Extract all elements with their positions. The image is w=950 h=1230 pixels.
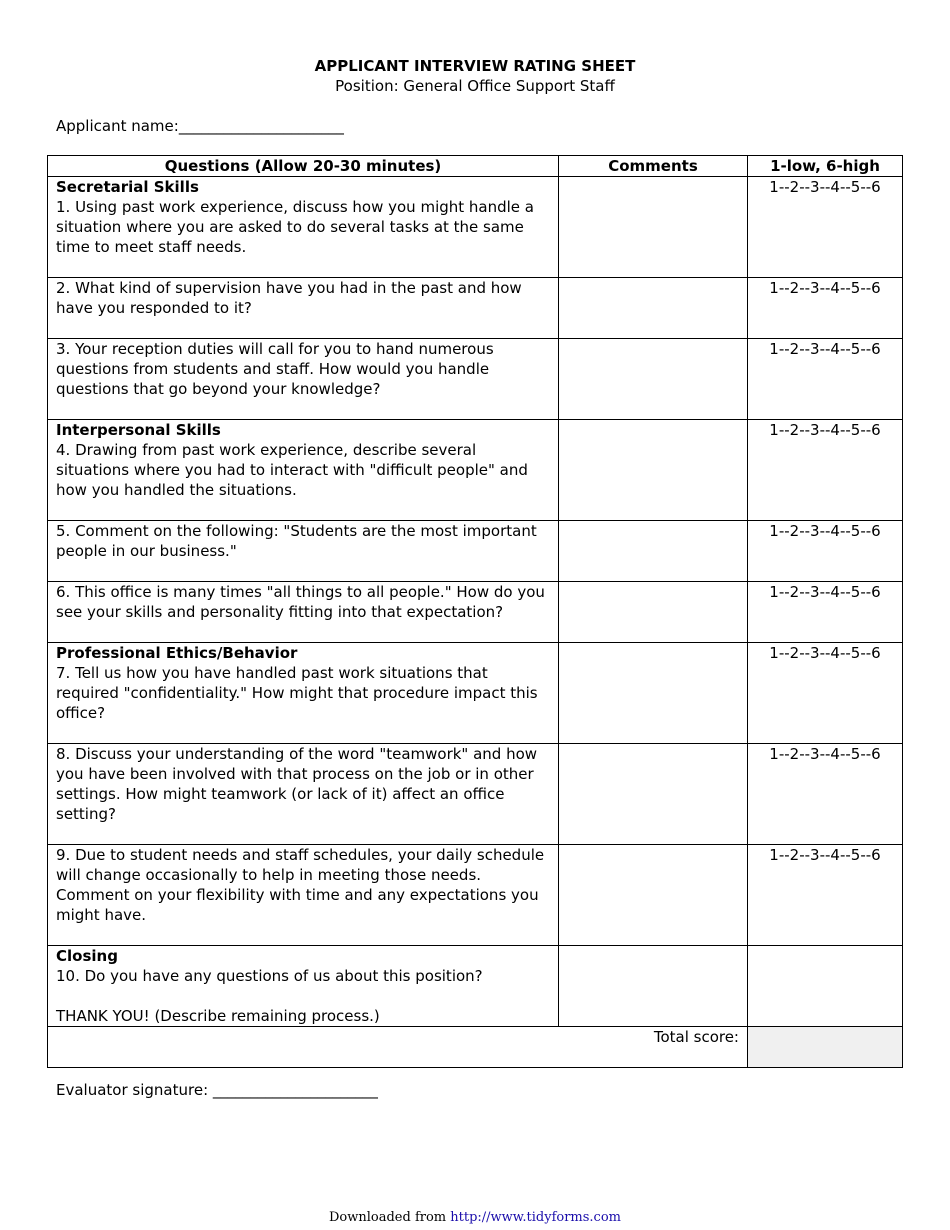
question-cell [48,946,559,1027]
score-scale[interactable]: 1--2--3--4--5--6 [748,643,903,744]
form-title: APPLICANT INTERVIEW RATING SHEET [314,57,636,75]
footer-link[interactable]: http://www.tidyforms.com [450,1210,621,1225]
section-title: Closing [56,947,118,965]
comment-cell[interactable] [559,946,748,1027]
evaluator-signature-field[interactable]: Evaluator signature: ______________________ [56,1081,378,1099]
score-scale[interactable]: 1--2--3--4--5--6 [748,278,903,339]
question-text: 2. What kind of supervision have you had in the past and how have you responded to it? [56,279,522,317]
comment-cell[interactable] [559,278,748,339]
table-row [48,946,903,1027]
section-title: Secretarial Skills [56,178,199,196]
form-header [0,56,950,96]
question-cell [48,521,559,582]
question-cell [48,744,559,845]
question-text: 8. Discuss your understanding of the word "teamwork" and how you have been involved with that process on the job or in other settings. How might teamwork (or lack of it) affect an office setting? [56,745,538,823]
rating-scale-header: 1-low, 6-high [748,156,903,177]
comment-cell[interactable] [559,339,748,420]
question-cell [48,582,559,643]
score-scale[interactable] [748,946,903,1027]
total-row [48,1027,903,1068]
table-row [48,420,903,521]
comments-header: Comments [559,156,748,177]
position-line: Position: General Office Support Staff [335,77,615,95]
score-scale[interactable]: 1--2--3--4--5--6 [748,339,903,420]
applicant-name-field[interactable]: Applicant name:______________________ [56,117,344,135]
question-text: 7. Tell us how you have handled past work situations that required "confidentiality." How might that procedure impact this office? [56,664,538,722]
table-row [48,339,903,420]
question-cell [48,339,559,420]
comment-cell[interactable] [559,744,748,845]
question-text: 6. This office is many times "all things to all people." How do you see your skills and personality fitting into that expectation? [56,583,545,621]
score-scale[interactable]: 1--2--3--4--5--6 [748,582,903,643]
comment-cell[interactable] [559,521,748,582]
table-row [48,582,903,643]
closing-text: THANK YOU! (Describe remaining process.) [56,1007,380,1025]
total-score-label: Total score: [48,1027,748,1068]
table-row [48,177,903,278]
score-scale[interactable]: 1--2--3--4--5--6 [748,521,903,582]
question-cell [48,278,559,339]
question-text: 1. Using past work experience, discuss how you might handle a situation where you are asked to do several tasks at the same time to meet staff needs. [56,198,535,256]
section-title: Interpersonal Skills [56,421,221,439]
question-cell [48,845,559,946]
question-text: 4. Drawing from past work experience, describe several situations where you had to interact with "difficult people" and how you handled the situations. [56,441,528,499]
comment-cell[interactable] [559,643,748,744]
question-text: 5. Comment on the following: "Students are the most important people in our business." [56,522,537,560]
question-cell [48,177,559,278]
question-text: 10. Do you have any questions of us about this position? [56,967,483,985]
comment-cell[interactable] [559,420,748,521]
question-text: 9. Due to student needs and staff schedules, your daily schedule will change occasionally to help in meeting those needs. Comment on your flexibility with time and any expectations you might have. [56,846,545,924]
comment-cell[interactable] [559,845,748,946]
table-row [48,278,903,339]
rating-table [47,155,903,1068]
score-scale[interactable]: 1--2--3--4--5--6 [748,420,903,521]
question-text: 3. Your reception duties will call for you to hand numerous questions from students and staff. How would you handle questions that go beyond your knowledge? [56,340,494,398]
question-cell [48,420,559,521]
table-row [48,521,903,582]
questions-header: Questions (Allow 20-30 minutes) [48,156,559,177]
comment-cell[interactable] [559,582,748,643]
question-cell [48,643,559,744]
score-scale[interactable]: 1--2--3--4--5--6 [748,744,903,845]
download-footer [0,1209,950,1227]
table-row [48,845,903,946]
section-title: Professional Ethics/Behavior [56,644,298,662]
comment-cell[interactable] [559,177,748,278]
table-row [48,744,903,845]
table-row [48,643,903,744]
score-scale[interactable]: 1--2--3--4--5--6 [748,177,903,278]
footer-prefix: Downloaded from [328,1210,447,1225]
score-scale[interactable]: 1--2--3--4--5--6 [748,845,903,946]
total-score-box[interactable] [748,1027,903,1068]
